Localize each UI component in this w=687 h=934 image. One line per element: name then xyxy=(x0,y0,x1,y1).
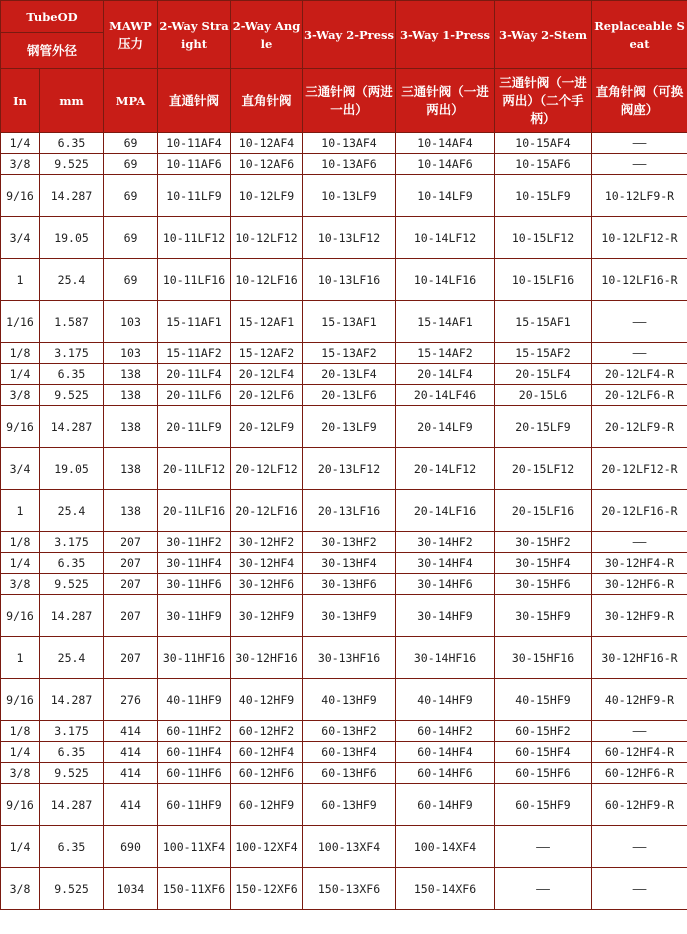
unit-mpa-header: MPA xyxy=(104,69,158,133)
table-row xyxy=(1,385,687,406)
three-way-1press-header: 3-Way 1-Press xyxy=(396,1,495,69)
two-way-straight-cell: 10-11LF12 xyxy=(158,217,231,259)
three-way-2press-cell: 10-13AF4 xyxy=(303,133,396,154)
replaceable-seat-cell: 30-12HF6-R xyxy=(592,574,687,595)
table-row xyxy=(1,175,687,217)
three-way-2stem-cell: 40-15HF9 xyxy=(495,679,592,721)
replaceable-seat-cell: 60-12HF9-R xyxy=(592,784,687,826)
mawp-cell: 207 xyxy=(104,553,158,574)
tube-in-cell: 9/16 xyxy=(1,175,40,217)
three-way-1press-cell: 10-14AF6 xyxy=(396,154,495,175)
three-way-2press-cell: 30-13HF2 xyxy=(303,532,396,553)
three-way-2stem-cell: —— xyxy=(495,826,592,868)
three-way-2stem-cell: 60-15HF9 xyxy=(495,784,592,826)
mawp-cell: 207 xyxy=(104,574,158,595)
three-way-1press-cell: 20-14LF46 xyxy=(396,385,495,406)
table-row xyxy=(1,259,687,301)
two-way-angle-cell: 150-12XF6 xyxy=(231,868,303,910)
tube-in-cell: 1/8 xyxy=(1,343,40,364)
two-way-angle-cell: 30-12HF9 xyxy=(231,595,303,637)
three-way-2stem-cell: 30-15HF4 xyxy=(495,553,592,574)
table-row xyxy=(1,784,687,826)
tube-in-cell: 1/4 xyxy=(1,364,40,385)
three-way-1press-cell: 10-14LF16 xyxy=(396,259,495,301)
three-way-2stem-cell: 10-15LF16 xyxy=(495,259,592,301)
tube-mm-cell: 14.287 xyxy=(40,595,104,637)
mawp-cell: 1034 xyxy=(104,868,158,910)
two-way-angle-cell: 15-12AF2 xyxy=(231,343,303,364)
three-way-2stem-cell: —— xyxy=(495,868,592,910)
two-way-straight-cell: 150-11XF6 xyxy=(158,868,231,910)
three-way-1press-cell: 10-14LF9 xyxy=(396,175,495,217)
two-way-straight-cell: 10-11AF6 xyxy=(158,154,231,175)
two-way-angle-cn-header: 直角针阀 xyxy=(231,69,303,133)
three-way-2press-cell: 60-13HF9 xyxy=(303,784,396,826)
three-way-2press-cell: 20-13LF16 xyxy=(303,490,396,532)
tube-in-cell: 3/4 xyxy=(1,448,40,490)
three-way-1press-cell: 30-14HF16 xyxy=(396,637,495,679)
three-way-2press-cell: 150-13XF6 xyxy=(303,868,396,910)
mawp-cell: 207 xyxy=(104,532,158,553)
tube-mm-cell: 14.287 xyxy=(40,784,104,826)
tube-in-cell: 3/8 xyxy=(1,574,40,595)
table-row xyxy=(1,217,687,259)
two-way-angle-cell: 20-12LF4 xyxy=(231,364,303,385)
mawp-cell: 69 xyxy=(104,259,158,301)
tube-mm-cell: 3.175 xyxy=(40,721,104,742)
three-way-2stem-cell: 10-15AF4 xyxy=(495,133,592,154)
table-row xyxy=(1,868,687,910)
mawp-cell: 414 xyxy=(104,784,158,826)
replaceable-seat-cn-header: 直角针阀（可换阀座） xyxy=(592,69,687,133)
table-row xyxy=(1,721,687,742)
tube-mm-cell: 3.175 xyxy=(40,532,104,553)
tube-in-cell: 3/8 xyxy=(1,763,40,784)
tube-mm-cell: 9.525 xyxy=(40,763,104,784)
tube-in-cell: 3/8 xyxy=(1,154,40,175)
three-way-2stem-cell: 30-15HF9 xyxy=(495,595,592,637)
tube-in-cell: 9/16 xyxy=(1,784,40,826)
three-way-1press-cell: 60-14HF2 xyxy=(396,721,495,742)
three-way-1press-cell: 60-14HF6 xyxy=(396,763,495,784)
two-way-straight-cell: 60-11HF6 xyxy=(158,763,231,784)
three-way-2stem-cell: 10-15AF6 xyxy=(495,154,592,175)
mawp-cell: 414 xyxy=(104,742,158,763)
table-row xyxy=(1,595,687,637)
three-way-2press-cell: 30-13HF6 xyxy=(303,574,396,595)
tube-in-cell: 1/4 xyxy=(1,553,40,574)
mawp-cell: 690 xyxy=(104,826,158,868)
three-way-2press-header: 3-Way 2-Press xyxy=(303,1,396,69)
three-way-1press-cell: 20-14LF4 xyxy=(396,364,495,385)
table-row xyxy=(1,553,687,574)
replaceable-seat-header: Replaceable Seat xyxy=(592,1,687,69)
three-way-2press-cell: 10-13LF12 xyxy=(303,217,396,259)
three-way-2press-cell: 60-13HF6 xyxy=(303,763,396,784)
three-way-2stem-cell: 20-15LF16 xyxy=(495,490,592,532)
tube-mm-cell: 6.35 xyxy=(40,364,104,385)
two-way-angle-cell: 15-12AF1 xyxy=(231,301,303,343)
tube-mm-cell: 6.35 xyxy=(40,133,104,154)
three-way-1press-cell: 30-14HF9 xyxy=(396,595,495,637)
two-way-angle-cell: 20-12LF6 xyxy=(231,385,303,406)
mawp-cell: 138 xyxy=(104,385,158,406)
tube-mm-cell: 25.4 xyxy=(40,637,104,679)
three-way-1press-cell: 30-14HF2 xyxy=(396,532,495,553)
replaceable-seat-cell: 60-12HF4-R xyxy=(592,742,687,763)
tube-mm-cell: 14.287 xyxy=(40,679,104,721)
two-way-straight-cell: 20-11LF12 xyxy=(158,448,231,490)
replaceable-seat-cell: —— xyxy=(592,868,687,910)
two-way-angle-cell: 60-12HF6 xyxy=(231,763,303,784)
three-way-1press-cell: 20-14LF16 xyxy=(396,490,495,532)
two-way-straight-cell: 15-11AF1 xyxy=(158,301,231,343)
two-way-straight-cell: 10-11LF16 xyxy=(158,259,231,301)
replaceable-seat-cell: —— xyxy=(592,721,687,742)
two-way-angle-cell: 10-12LF12 xyxy=(231,217,303,259)
replaceable-seat-cell: 30-12HF16-R xyxy=(592,637,687,679)
table-row xyxy=(1,679,687,721)
three-way-1press-cell: 150-14XF6 xyxy=(396,868,495,910)
table-row xyxy=(1,133,687,154)
three-way-1press-cell: 30-14HF4 xyxy=(396,553,495,574)
mawp-cell: 69 xyxy=(104,175,158,217)
two-way-straight-cell: 15-11AF2 xyxy=(158,343,231,364)
tube-mm-cell: 9.525 xyxy=(40,154,104,175)
table-row xyxy=(1,826,687,868)
two-way-straight-header: 2-Way Straight xyxy=(158,1,231,69)
mawp-cell: 207 xyxy=(104,637,158,679)
three-way-2press-cell: 10-13AF6 xyxy=(303,154,396,175)
tube-mm-cell: 14.287 xyxy=(40,175,104,217)
tube-mm-cell: 9.525 xyxy=(40,574,104,595)
table-row xyxy=(1,448,687,490)
three-way-2press-cell: 10-13LF16 xyxy=(303,259,396,301)
tube-in-cell: 1 xyxy=(1,637,40,679)
mawp-cell: 138 xyxy=(104,406,158,448)
two-way-angle-cell: 30-12HF2 xyxy=(231,532,303,553)
three-way-2press-cell: 40-13HF9 xyxy=(303,679,396,721)
two-way-straight-cell: 30-11HF2 xyxy=(158,532,231,553)
three-way-2stem-header: 3-Way 2-Stem xyxy=(495,1,592,69)
mawp-cell: 69 xyxy=(104,154,158,175)
two-way-straight-cell: 10-11LF9 xyxy=(158,175,231,217)
three-way-2press-cell: 15-13AF2 xyxy=(303,343,396,364)
three-way-2stem-cell: 10-15LF9 xyxy=(495,175,592,217)
two-way-straight-cell: 30-11HF4 xyxy=(158,553,231,574)
replaceable-seat-cell: 60-12HF6-R xyxy=(592,763,687,784)
two-way-straight-cell: 20-11LF16 xyxy=(158,490,231,532)
table-row xyxy=(1,574,687,595)
three-way-2press-cell: 100-13XF4 xyxy=(303,826,396,868)
three-way-2stem-cell: 10-15LF12 xyxy=(495,217,592,259)
two-way-angle-cell: 10-12LF16 xyxy=(231,259,303,301)
three-way-2stem-cell: 30-15HF2 xyxy=(495,532,592,553)
replaceable-seat-cell: —— xyxy=(592,532,687,553)
three-way-2press-cell: 60-13HF2 xyxy=(303,721,396,742)
mawp-cell: 138 xyxy=(104,490,158,532)
three-way-1press-cn-header: 三通针阀（一进两出） xyxy=(396,69,495,133)
tube-in-cell: 1/4 xyxy=(1,742,40,763)
three-way-1press-cell: 15-14AF2 xyxy=(396,343,495,364)
tube-in-cell: 9/16 xyxy=(1,595,40,637)
two-way-angle-cell: 60-12HF2 xyxy=(231,721,303,742)
tube-in-cell: 1/8 xyxy=(1,532,40,553)
two-way-angle-cell: 20-12LF16 xyxy=(231,490,303,532)
two-way-angle-cell: 10-12AF6 xyxy=(231,154,303,175)
mawp-cell: 138 xyxy=(104,448,158,490)
two-way-straight-cell: 10-11AF4 xyxy=(158,133,231,154)
replaceable-seat-cell: 30-12HF9-R xyxy=(592,595,687,637)
two-way-straight-cell: 30-11HF9 xyxy=(158,595,231,637)
three-way-2press-cell: 30-13HF4 xyxy=(303,553,396,574)
three-way-2press-cn-header: 三通针阀（两进一出） xyxy=(303,69,396,133)
tube-in-cell: 1/16 xyxy=(1,301,40,343)
table-row xyxy=(1,763,687,784)
tube-mm-cell: 9.525 xyxy=(40,385,104,406)
three-way-1press-cell: 30-14HF6 xyxy=(396,574,495,595)
three-way-2press-cell: 20-13LF6 xyxy=(303,385,396,406)
tube-mm-cell: 14.287 xyxy=(40,406,104,448)
three-way-2stem-cell: 15-15AF1 xyxy=(495,301,592,343)
mawp-cell: 103 xyxy=(104,343,158,364)
three-way-1press-cell: 20-14LF12 xyxy=(396,448,495,490)
mawp-cell: 69 xyxy=(104,217,158,259)
two-way-straight-cn-header: 直通针阀 xyxy=(158,69,231,133)
tube-in-cell: 1/4 xyxy=(1,133,40,154)
unit-in-header: In xyxy=(1,69,40,133)
tube-mm-cell: 19.05 xyxy=(40,217,104,259)
three-way-2press-cell: 20-13LF4 xyxy=(303,364,396,385)
two-way-angle-cell: 100-12XF4 xyxy=(231,826,303,868)
replaceable-seat-cell: 10-12LF9-R xyxy=(592,175,687,217)
two-way-straight-cell: 20-11LF4 xyxy=(158,364,231,385)
tube-mm-cell: 9.525 xyxy=(40,868,104,910)
tube-mm-cell: 25.4 xyxy=(40,490,104,532)
tube-in-cell: 9/16 xyxy=(1,406,40,448)
three-way-2stem-cell: 30-15HF6 xyxy=(495,574,592,595)
tube-mm-cell: 1.587 xyxy=(40,301,104,343)
three-way-1press-cell: 20-14LF9 xyxy=(396,406,495,448)
table-row xyxy=(1,637,687,679)
two-way-straight-cell: 30-11HF16 xyxy=(158,637,231,679)
tube-mm-cell: 6.35 xyxy=(40,826,104,868)
replaceable-seat-cell: 20-12LF16-R xyxy=(592,490,687,532)
two-way-straight-cell: 60-11HF4 xyxy=(158,742,231,763)
table-row xyxy=(1,532,687,553)
table-row xyxy=(1,742,687,763)
mawp-cell: 69 xyxy=(104,133,158,154)
three-way-2stem-cell: 20-15LF12 xyxy=(495,448,592,490)
three-way-2stem-cell: 20-15L6 xyxy=(495,385,592,406)
three-way-2stem-cell: 30-15HF16 xyxy=(495,637,592,679)
mawp-cell: 207 xyxy=(104,595,158,637)
two-way-straight-cell: 20-11LF6 xyxy=(158,385,231,406)
unit-mm-header: mm xyxy=(40,69,104,133)
three-way-2press-cell: 30-13HF16 xyxy=(303,637,396,679)
tube-in-cell: 1 xyxy=(1,490,40,532)
two-way-angle-cell: 20-12LF9 xyxy=(231,406,303,448)
replaceable-seat-cell: —— xyxy=(592,301,687,343)
replaceable-seat-cell: —— xyxy=(592,154,687,175)
two-way-angle-cell: 10-12AF4 xyxy=(231,133,303,154)
mawp-cell: 276 xyxy=(104,679,158,721)
two-way-straight-cell: 30-11HF6 xyxy=(158,574,231,595)
tube-od-header: TubeOD xyxy=(1,1,104,33)
three-way-1press-cell: 10-14AF4 xyxy=(396,133,495,154)
three-way-2press-cell: 10-13LF9 xyxy=(303,175,396,217)
two-way-straight-cell: 20-11LF9 xyxy=(158,406,231,448)
three-way-1press-cell: 60-14HF4 xyxy=(396,742,495,763)
tube-mm-cell: 3.175 xyxy=(40,343,104,364)
tube-in-cell: 1/8 xyxy=(1,721,40,742)
three-way-2stem-cell: 60-15HF4 xyxy=(495,742,592,763)
replaceable-seat-cell: —— xyxy=(592,343,687,364)
replaceable-seat-cell: 10-12LF16-R xyxy=(592,259,687,301)
three-way-2press-cell: 15-13AF1 xyxy=(303,301,396,343)
tube-mm-cell: 19.05 xyxy=(40,448,104,490)
three-way-2press-cell: 20-13LF9 xyxy=(303,406,396,448)
table-row xyxy=(1,364,687,385)
tube-in-cell: 3/8 xyxy=(1,385,40,406)
tube-in-cell: 3/8 xyxy=(1,868,40,910)
tube-in-cell: 9/16 xyxy=(1,679,40,721)
replaceable-seat-cell: 20-12LF4-R xyxy=(592,364,687,385)
three-way-2press-cell: 60-13HF4 xyxy=(303,742,396,763)
two-way-straight-cell: 40-11HF9 xyxy=(158,679,231,721)
replaceable-seat-cell: 30-12HF4-R xyxy=(592,553,687,574)
table-row xyxy=(1,343,687,364)
table-row xyxy=(1,301,687,343)
two-way-straight-cell: 60-11HF9 xyxy=(158,784,231,826)
two-way-angle-cell: 60-12HF4 xyxy=(231,742,303,763)
three-way-2stem-cell: 60-15HF6 xyxy=(495,763,592,784)
two-way-angle-cell: 30-12HF6 xyxy=(231,574,303,595)
two-way-angle-cell: 60-12HF9 xyxy=(231,784,303,826)
two-way-angle-cell: 30-12HF4 xyxy=(231,553,303,574)
spec-table-body xyxy=(1,133,687,910)
tube-od-cn-header: 钢管外径 xyxy=(1,33,104,69)
tube-mm-cell: 6.35 xyxy=(40,742,104,763)
mawp-cell: 103 xyxy=(104,301,158,343)
two-way-angle-cell: 40-12HF9 xyxy=(231,679,303,721)
mawp-cell: 414 xyxy=(104,721,158,742)
three-way-2stem-cell: 20-15LF9 xyxy=(495,406,592,448)
mawp-cell: 414 xyxy=(104,763,158,784)
three-way-1press-cell: 10-14LF12 xyxy=(396,217,495,259)
two-way-angle-cell: 20-12LF12 xyxy=(231,448,303,490)
tube-mm-cell: 6.35 xyxy=(40,553,104,574)
table-row xyxy=(1,490,687,532)
tube-in-cell: 1/4 xyxy=(1,826,40,868)
three-way-1press-cell: 40-14HF9 xyxy=(396,679,495,721)
three-way-2stem-cell: 60-15HF2 xyxy=(495,721,592,742)
replaceable-seat-cell: 20-12LF12-R xyxy=(592,448,687,490)
two-way-angle-cell: 10-12LF9 xyxy=(231,175,303,217)
table-row xyxy=(1,154,687,175)
replaceable-seat-cell: 40-12HF9-R xyxy=(592,679,687,721)
tube-mm-cell: 25.4 xyxy=(40,259,104,301)
replaceable-seat-cell: 10-12LF12-R xyxy=(592,217,687,259)
tube-in-cell: 1 xyxy=(1,259,40,301)
replaceable-seat-cell: —— xyxy=(592,133,687,154)
table-row xyxy=(1,406,687,448)
replaceable-seat-cell: —— xyxy=(592,826,687,868)
two-way-straight-cell: 100-11XF4 xyxy=(158,826,231,868)
three-way-1press-cell: 60-14HF9 xyxy=(396,784,495,826)
three-way-2stem-cell: 20-15LF4 xyxy=(495,364,592,385)
three-way-1press-cell: 15-14AF1 xyxy=(396,301,495,343)
replaceable-seat-cell: 20-12LF6-R xyxy=(592,385,687,406)
three-way-1press-cell: 100-14XF4 xyxy=(396,826,495,868)
mawp-header: MAWP 压力 xyxy=(104,1,158,69)
mawp-cell: 138 xyxy=(104,364,158,385)
two-way-straight-cell: 60-11HF2 xyxy=(158,721,231,742)
three-way-2stem-cell: 15-15AF2 xyxy=(495,343,592,364)
three-way-2press-cell: 20-13LF12 xyxy=(303,448,396,490)
two-way-angle-header: 2-Way Angle xyxy=(231,1,303,69)
replaceable-seat-cell: 20-12LF9-R xyxy=(592,406,687,448)
tube-in-cell: 3/4 xyxy=(1,217,40,259)
two-way-angle-cell: 30-12HF16 xyxy=(231,637,303,679)
three-way-2press-cell: 30-13HF9 xyxy=(303,595,396,637)
three-way-2stem-cn-header: 三通针阀（一进两出）（二个手柄） xyxy=(495,69,592,133)
